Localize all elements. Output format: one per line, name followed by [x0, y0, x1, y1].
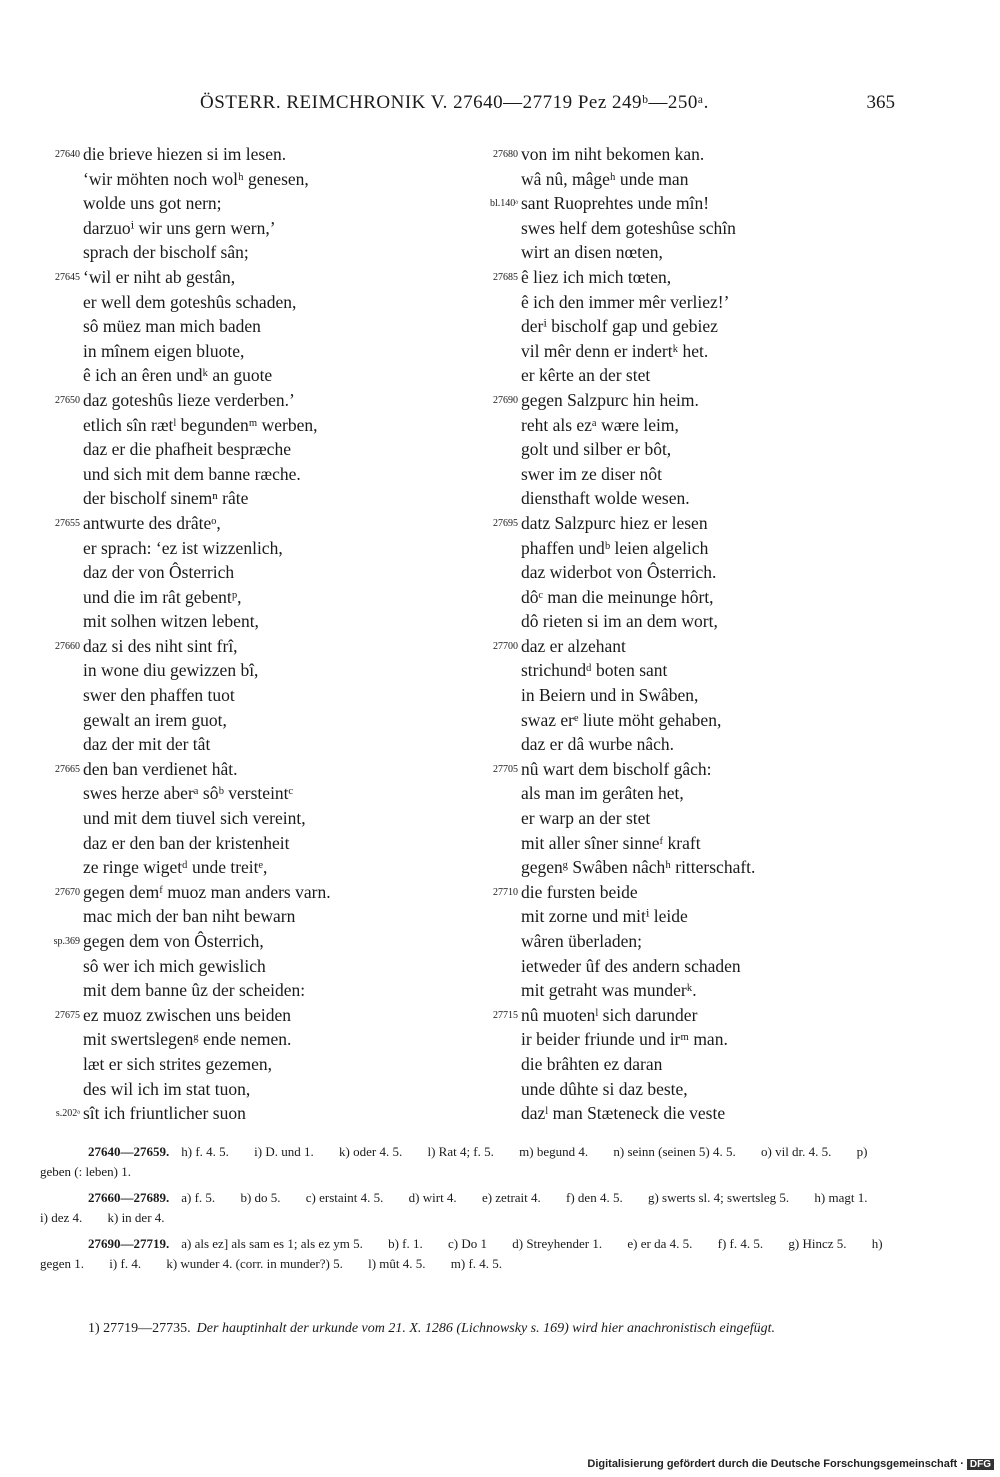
verse-text: dazˡ man Stæteneck die veste — [521, 1103, 726, 1124]
verse-text: swaz erᵉ liute möht gehaben, — [521, 709, 722, 730]
verse-line — [40, 486, 460, 511]
verse-line — [40, 511, 460, 536]
verse-line — [478, 978, 898, 1003]
verse-text: sô wer ich mich gewislich — [83, 955, 266, 976]
verse-text: etlich sîn rætˡ begundenᵐ werben, — [83, 414, 318, 435]
apparatus-block — [40, 1188, 900, 1228]
verse-line — [478, 1077, 898, 1102]
verse-line — [40, 585, 460, 610]
verse-line — [40, 757, 460, 782]
line-number: 27675 — [55, 1009, 80, 1021]
apparatus-entry: k) oder 4. 5. — [339, 1144, 403, 1159]
verse-text: wâren überladen; — [521, 931, 642, 951]
verse-text: ze ringe wigetᵈ unde treitᵉ, — [83, 857, 268, 878]
verse-line — [478, 216, 898, 241]
verse-text: in Beiern und in Swâben, — [521, 685, 699, 706]
verse-text: ‘wil er niht ab gestân, — [83, 266, 236, 287]
footnote-text: Der hauptinhalt der urkunde vom 21. X. 1286 (Lichnowsky s. 169) wird hier anachronistisch eingefügt. — [196, 1321, 776, 1336]
verse-text: der bischolf sinemⁿ râte — [83, 488, 249, 509]
verse-line — [478, 314, 898, 339]
verse-text: den ban verdienet hât. — [83, 758, 238, 779]
verse-text: daz er die phafheit bespræche — [83, 439, 291, 460]
verse-text: und mit dem tiuvel sich vereint, — [83, 808, 306, 829]
line-number: 27655 — [55, 517, 80, 529]
verse-text: gegen Salzpurc hin heim. — [521, 389, 699, 410]
apparatus-entry: k) wunder 4. (corr. in munder?) 5. — [166, 1256, 343, 1271]
apparatus-entry: c) erstaint 4. 5. — [305, 1190, 384, 1205]
verse-text: in wone diu gewizzen bî, — [83, 660, 259, 681]
verse-line — [40, 634, 460, 659]
verse-text: er kêrte an der stet — [521, 365, 651, 386]
verse-text: nû muotenˡ sich darunder — [521, 1004, 698, 1025]
line-number: 27645 — [55, 271, 80, 283]
verse-line — [40, 167, 460, 192]
line-number: 27650 — [55, 394, 80, 406]
verse-line — [40, 781, 460, 806]
apparatus-entry: h) gegen 1. — [40, 1236, 883, 1271]
apparatus-entry: c) Do 1 — [448, 1236, 487, 1251]
verse-text: mit solhen witzen lebent, — [83, 611, 259, 632]
critical-apparatus — [40, 1142, 900, 1280]
verse-text: datz Salzpurc hiez er lesen — [521, 512, 708, 533]
verse-line — [40, 560, 460, 585]
verse-line — [478, 855, 898, 880]
verse-text: swer im ze diser nôt — [521, 463, 662, 484]
verse-text: daz goteshûs lieze verderben.’ — [83, 389, 295, 410]
footnote-marker: 1) 27719—27735. — [88, 1321, 191, 1336]
verse-text: swes herze aberᵃ sôᵇ versteintᶜ — [83, 783, 294, 804]
line-number: 27660 — [55, 640, 80, 652]
running-header — [60, 92, 900, 122]
apparatus-entry: i) f. 4. — [109, 1256, 142, 1271]
verse-line — [40, 462, 460, 487]
apparatus-block — [40, 1142, 900, 1182]
verse-text: ietweder ûf des andern schaden — [521, 955, 741, 976]
verse-text: ê ich den immer mêr verliez!’ — [521, 291, 730, 312]
verse-text: daz der von Ôsterrich — [83, 562, 235, 583]
verse-text: nû wart dem bischolf gâch: — [521, 758, 712, 779]
verse-line — [478, 880, 898, 905]
verse-text: daz er den ban der kristenheit — [83, 832, 290, 853]
line-number: 27685 — [493, 271, 518, 283]
verse-line — [40, 536, 460, 561]
verse-text: dô rieten si im an dem wort, — [521, 611, 718, 632]
line-number: 27670 — [55, 886, 80, 898]
verse-text: in mînem eigen bluote, — [83, 340, 245, 361]
verse-line — [478, 240, 898, 265]
verse-line — [40, 1027, 460, 1052]
verse-text: wirt an disen nœten, — [521, 242, 663, 263]
verse-line — [40, 904, 460, 929]
left-verse-column — [40, 142, 460, 1126]
verse-text: die fursten beide — [521, 881, 638, 902]
line-number: 27690 — [493, 394, 518, 406]
apparatus-entry: n) seinn (seinen 5) 4. 5. — [613, 1144, 736, 1159]
apparatus-range: 27660—27689. — [88, 1190, 170, 1205]
verse-text: daz widerbot von Ôsterrich. — [521, 562, 717, 583]
line-number: 27700 — [493, 640, 518, 652]
verse-line — [478, 536, 898, 561]
verse-text: daz der mit der tât — [83, 734, 211, 755]
verse-text: und sich mit dem banne ræche. — [83, 463, 301, 484]
verse-text: von im niht bekomen kan. — [521, 144, 705, 164]
apparatus-entry: l) Rat 4; f. 5. — [427, 1144, 494, 1159]
verse-text: die brieve hiezen si im lesen. — [83, 144, 287, 164]
verse-text: er warp an der stet — [521, 808, 651, 829]
apparatus-entry: l) mût 4. 5. — [368, 1256, 426, 1271]
apparatus-entry: o) vil dr. 4. 5. — [761, 1144, 832, 1159]
verse-line — [478, 683, 898, 708]
verse-text: des wil ich im stat tuon, — [83, 1078, 251, 1099]
verse-line — [478, 658, 898, 683]
header-title: ÖSTERR. REIMCHRONIK V. 27640—27719 Pez 249ᵇ—250ᵃ. — [200, 92, 709, 113]
footnote — [40, 1318, 900, 1339]
verse-text: sprach der bischolf sân; — [83, 242, 249, 263]
apparatus-entry: f) den 4. 5. — [566, 1190, 623, 1205]
verse-line — [40, 831, 460, 856]
verse-line — [478, 1052, 898, 1077]
verse-text: gewalt an irem guot, — [83, 709, 227, 730]
verse-line — [478, 708, 898, 733]
verse-line — [478, 486, 898, 511]
verse-line — [40, 683, 460, 708]
verse-text: mit getraht was munderᵏ. — [521, 980, 697, 1001]
verse-line — [478, 191, 898, 216]
verse-text: mit dem banne ûz der scheiden: — [83, 980, 306, 1001]
apparatus-entry: h) magt 1. — [814, 1190, 868, 1205]
verse-text: reht als ezᵃ wære leim, — [521, 414, 679, 435]
apparatus-entry: i) D. und 1. — [254, 1144, 314, 1159]
page-number: 365 — [866, 92, 895, 113]
verse-text: wâ nû, mâgeʰ unde man — [521, 168, 689, 189]
verse-line — [40, 191, 460, 216]
verse-line — [40, 413, 460, 438]
verse-line — [478, 732, 898, 757]
apparatus-entry: h) f. 4. 5. — [181, 1144, 229, 1159]
verse-text: ez muoz zwischen uns beiden — [83, 1004, 291, 1025]
verse-line — [40, 339, 460, 364]
verse-text: læt er sich strites gezemen, — [83, 1053, 273, 1074]
verse-line — [478, 831, 898, 856]
verse-line — [478, 560, 898, 585]
line-number: 27665 — [55, 763, 80, 775]
apparatus-entry: g) Hincz 5. — [788, 1236, 847, 1251]
verse-text: die brâhten ez daran — [521, 1053, 663, 1074]
verse-line — [478, 929, 898, 954]
verse-line — [40, 216, 460, 241]
verse-line — [40, 290, 460, 315]
apparatus-entry: e) er da 4. 5. — [627, 1236, 693, 1251]
verse-line — [478, 609, 898, 634]
verse-line — [478, 265, 898, 290]
verse-line — [40, 437, 460, 462]
verse-text: gegen dem von Ôsterrich, — [83, 931, 264, 951]
verse-text: sant Ruoprehtes unde mîn! — [521, 193, 710, 214]
apparatus-entry: d) wirt 4. — [408, 1190, 457, 1205]
apparatus-entry: m) begund 4. — [519, 1144, 589, 1159]
verse-line — [40, 314, 460, 339]
verse-line — [478, 1027, 898, 1052]
apparatus-entry: i) dez 4. — [40, 1210, 83, 1225]
verse-text: daz er dâ wurbe nâch. — [521, 734, 675, 755]
line-number: sp.369 — [53, 936, 80, 947]
line-number: 27705 — [493, 763, 518, 775]
verse-line — [40, 929, 460, 954]
verse-line — [40, 142, 460, 167]
apparatus-entry: a) f. 5. — [181, 1190, 216, 1205]
verse-text: strichundᵈ boten sant — [521, 660, 668, 681]
apparatus-entry: e) zetrait 4. — [481, 1190, 541, 1205]
verse-line — [40, 1101, 460, 1126]
verse-line — [40, 708, 460, 733]
verse-text: als man im gerâten het, — [521, 783, 684, 804]
verse-text: darzuoⁱ wir uns gern wern,’ — [83, 217, 276, 238]
verse-line — [40, 806, 460, 831]
dfg-footer — [587, 1458, 994, 1470]
right-verse-column — [478, 142, 898, 1126]
line-number: 27710 — [493, 886, 518, 898]
verse-text: mit aller sîner sinneᶠ kraft — [521, 832, 701, 853]
apparatus-entry: d) Streyhender 1. — [512, 1236, 603, 1251]
line-number: 27640 — [55, 149, 80, 160]
apparatus-entry: g) swerts sl. 4; swertsleg 5. — [647, 1190, 790, 1205]
verse-line — [478, 781, 898, 806]
line-number: s.202ᵃ — [55, 1108, 80, 1120]
line-number: bl.140ᵃ — [489, 198, 518, 210]
verse-text: mit swertslegenᵍ ende nemen. — [83, 1029, 292, 1050]
verse-text: wolde uns got nern; — [83, 193, 222, 214]
verse-line — [478, 413, 898, 438]
verse-line — [40, 1052, 460, 1077]
line-number: 27695 — [493, 517, 518, 529]
verse-line — [40, 978, 460, 1003]
verse-text: dôᶜ man die meinunge hôrt, — [521, 586, 714, 607]
verse-text: ir beider friunde und irᵐ man. — [521, 1029, 728, 1050]
apparatus-block — [40, 1234, 900, 1274]
verse-line — [478, 388, 898, 413]
verse-text: ê liez ich mich tœten, — [521, 266, 672, 287]
apparatus-entry: f) f. 4. 5. — [717, 1236, 764, 1251]
apparatus-entry: b) f. 1. — [388, 1236, 423, 1251]
verse-line — [478, 1003, 898, 1028]
verse-line — [40, 609, 460, 634]
verse-text: swer den phaffen tuot — [83, 685, 235, 706]
verse-text: mac mich der ban niht bewarn — [83, 906, 296, 927]
verse-text: ‘wir möhten noch wolʰ genesen, — [83, 168, 309, 189]
verse-line — [40, 855, 460, 880]
apparatus-entry: m) f. 4. 5. — [450, 1256, 503, 1271]
verse-line — [40, 658, 460, 683]
apparatus-range: 27690—27719. — [88, 1236, 170, 1251]
verse-line — [478, 167, 898, 192]
verse-line — [40, 732, 460, 757]
verse-text: er sprach: ‘ez ist wizzenlich, — [83, 537, 283, 558]
verse-line — [40, 954, 460, 979]
verse-text: ê ich an êren undᵏ an guote — [83, 365, 273, 386]
verse-text: daz er alzehant — [521, 635, 626, 656]
verse-line — [478, 511, 898, 536]
verse-line — [478, 634, 898, 659]
verse-text: sît ich friuntlicher suon — [83, 1103, 246, 1124]
verse-line — [40, 1077, 460, 1102]
verse-line — [40, 1003, 460, 1028]
verse-line — [478, 437, 898, 462]
verse-text: gegenᵍ Swâben nâchʰ ritterschaft. — [521, 857, 756, 878]
dfg-logo: DFG — [967, 1459, 994, 1470]
verse-text: gegen demᶠ muoz man anders varn. — [83, 881, 331, 902]
verse-text: mit zorne und mitⁱ leide — [521, 906, 688, 927]
verse-text: derⁱ bischolf gap und gebiez — [521, 316, 718, 337]
apparatus-entry: k) in der 4. — [107, 1210, 165, 1225]
verse-line — [478, 757, 898, 782]
verse-line — [478, 290, 898, 315]
verse-text: diensthaft wolde wesen. — [521, 488, 690, 509]
verse-line — [40, 388, 460, 413]
verse-text: und die im rât gebentᵖ, — [83, 586, 242, 607]
line-number: 27715 — [493, 1009, 518, 1021]
verse-line — [478, 954, 898, 979]
footer-text: Digitalisierung gefördert durch die Deutsche Forschungsgemeinschaft · — [587, 1458, 964, 1470]
verse-line — [478, 806, 898, 831]
verse-line — [478, 339, 898, 364]
apparatus-range: 27640—27659. — [88, 1144, 170, 1159]
verse-line — [40, 265, 460, 290]
verse-line — [478, 1101, 898, 1126]
verse-line — [478, 585, 898, 610]
verse-text: swes helf dem goteshûse schîn — [521, 217, 736, 238]
verse-text: vil mêr denn er indertᵏ het. — [521, 340, 709, 361]
verse-line — [478, 363, 898, 388]
apparatus-entry: b) do 5. — [240, 1190, 281, 1205]
verse-text: phaffen undᵇ leien algelich — [521, 537, 709, 558]
verse-text: sô müez man mich baden — [83, 316, 261, 337]
verse-text: golt und silber er bôt, — [521, 439, 672, 460]
verse-text: unde dûhte si daz beste, — [521, 1078, 688, 1099]
verse-line — [40, 880, 460, 905]
verse-text: er well dem goteshûs schaden, — [83, 291, 297, 312]
verse-line — [478, 142, 898, 167]
apparatus-entry: a) als ez] als sam es 1; als ez ym 5. — [181, 1236, 363, 1251]
verse-line — [40, 363, 460, 388]
verse-line — [40, 240, 460, 265]
verse-line — [478, 904, 898, 929]
verse-line — [478, 462, 898, 487]
verse-text: daz si des niht sint frî, — [83, 635, 238, 656]
line-number: 27680 — [493, 149, 518, 160]
apparatus-entry: p) geben (: leben) 1. — [40, 1144, 868, 1179]
verse-text: antwurte des drâteᵒ, — [83, 512, 221, 533]
